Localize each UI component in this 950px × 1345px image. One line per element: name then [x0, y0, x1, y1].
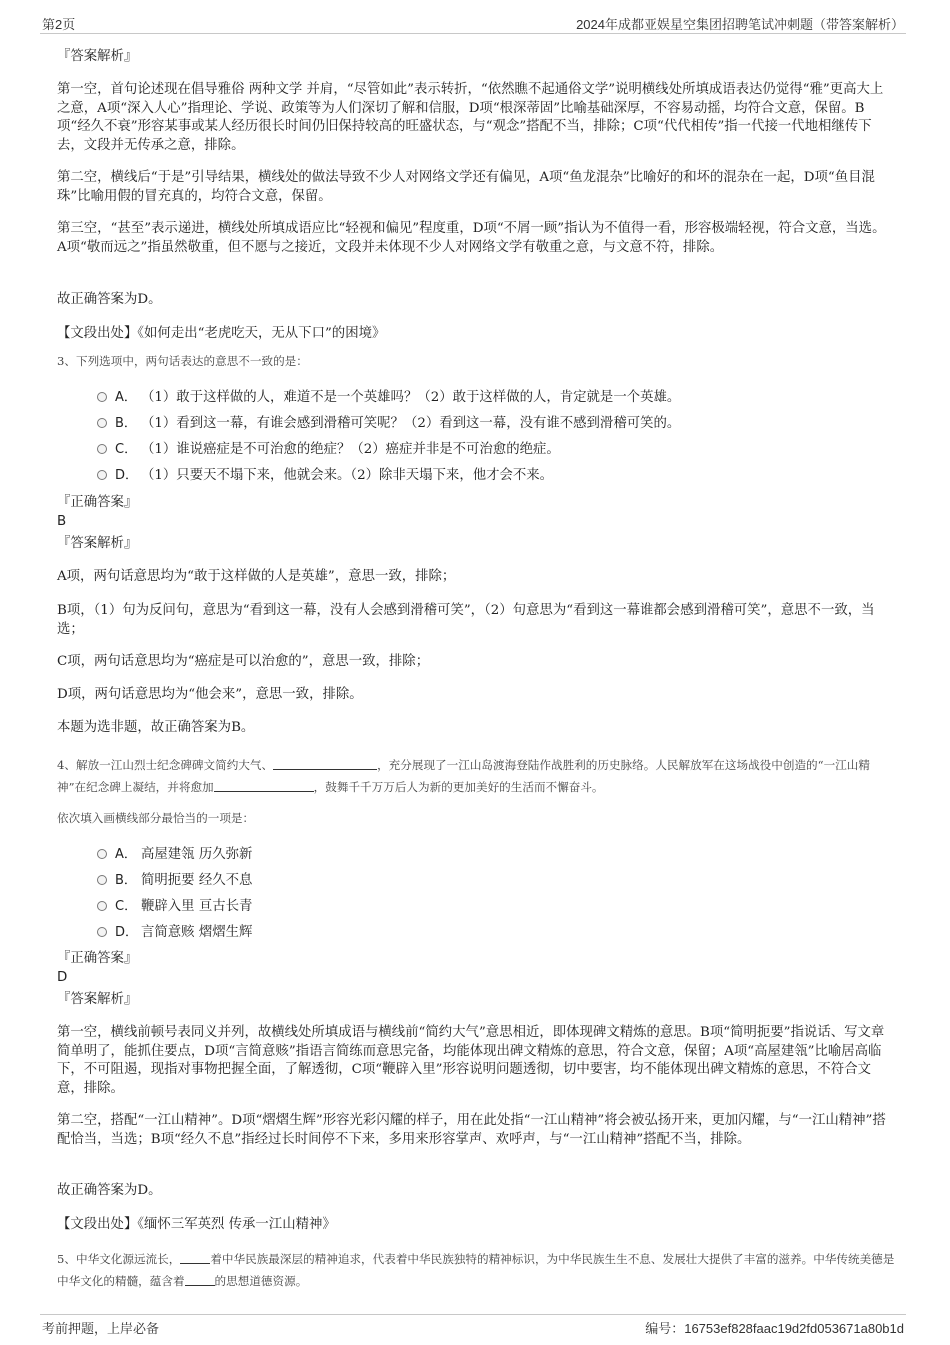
q3-conclusion: 本题为选非题，故正确答案为B。	[57, 720, 255, 735]
q3-option-d[interactable]: D． （1）只要天不塌下来，他就会来。（2）除非天塌下来，他才会不来。	[97, 467, 553, 485]
q2-source: 【文段出处】《如何走出“老虎吃天，无从下口”的困境》	[57, 326, 386, 341]
q3-option-b[interactable]: B． （1）看到这一幕，有谁会感到滑稽可笑呢？（2）看到这一幕，没有谁不感到滑稽可笑的。	[97, 415, 680, 433]
q3-option-c[interactable]: C． （1）谁说癌症是不可治愈的绝症？（2）癌症并非是不可治愈的绝症。	[97, 441, 560, 459]
q4-option-c[interactable]: C． 鞭辟入里 亘古长青	[97, 898, 252, 916]
radio-icon[interactable]	[97, 444, 107, 454]
q4-conclusion: 故正确答案为D。	[57, 1183, 162, 1198]
page-number: 第2页	[42, 17, 76, 32]
footer-slogan: 考前押题，上岸必备	[42, 1322, 160, 1337]
q4-option-b[interactable]: B． 简明扼要 经久不息	[97, 872, 252, 890]
radio-icon[interactable]	[97, 927, 107, 937]
radio-icon[interactable]	[97, 901, 107, 911]
q4-source: 【文段出处】《缅怀三军英烈 传承一江山精神》	[57, 1217, 336, 1232]
radio-icon[interactable]	[97, 849, 107, 859]
q4-analysis-para-2: 第二空，搭配“一江山精神”。D项“熠熠生辉”形容光彩闪耀的样子，用在此处指“一江山精神”将会被弘扬开来，更加闪耀，与“一江山精神”搭配恰当，当选；B项“经久不息”指经过长时间停不下来，多用来形容掌声、欢呼声，与“一江山精神”搭配不当，排除。	[57, 1113, 886, 1147]
q4-question: 4、解放一江山烈士纪念碑碑文简约大气、 ，充分展现了一江山岛渡海登陆作战胜利的历史脉络。人民解放军在这场战役中创造的“一江山精神”在纪念碑上凝结，并将愈加 ，鼓舞千千万万后人为新的更加美好的生活而不懈奋斗。	[57, 758, 870, 794]
q3-question: 3、下列选项中，两句话表达的意思不一致的是：	[57, 354, 308, 368]
q2-conclusion: 故正确答案为D。	[57, 292, 162, 307]
q3-analysis-d: D项，两句话意思均为“他会来”，意思一致，排除。	[57, 687, 363, 702]
q3-option-a[interactable]: A． （1）敢于这样做的人，难道不是一个英雄吗？（2）敢于这样做的人，肯定就是一个英雄。	[97, 389, 680, 407]
q2-analysis-para-3: 第三空，“甚至”表示递进，横线处所填成语应比“轻视和偏见”程度重，D项“不屑一顾”指认为不值得一看，形容极端轻视，符合文意，当选。A项“敬而远之”指虽然敬重，但不愿与之接近，文段并未体现不少人对网络文学有敬重之意，与文意不符，排除。	[57, 221, 886, 255]
page-header	[40, 12, 906, 34]
q5-blank-1	[180, 1251, 210, 1264]
q3-analysis-label: 『答案解析』	[57, 536, 138, 551]
q4-answer: D	[57, 970, 68, 985]
q5-question: 5、中华文化源远流长， 着中华民族最深层的精神追求，代表着中华民族独特的精神标识，为中华民族生生不息、发展壮大提供了丰富的滋养。中华传统美德是中华文化的精髓，蕴含着 的思想道德资源。	[57, 1252, 895, 1288]
q4-analysis-label: 『答案解析』	[57, 992, 138, 1007]
q4-blank-2	[214, 779, 314, 792]
q4-answer-label: 『正确答案』	[57, 951, 138, 966]
page-footer	[40, 1314, 906, 1337]
q3-analysis-b: B项，（1）句为反问句，意思为“看到这一幕，没有人会感到滑稽可笑”，（2）句意思为“看到这一幕谁都会感到滑稽可笑”，意思不一致，当选；	[57, 603, 875, 637]
q2-analysis-label: 『答案解析』	[57, 49, 138, 64]
q3-analysis-c: C项，两句话意思均为“癌症是可以治愈的”，意思一致，排除；	[57, 654, 430, 669]
document-id: 编号：16753ef828faac19d2fd053671a80b1d	[645, 1321, 904, 1336]
q3-analysis-a: A项，两句话意思均为“敢于这样做的人是英雄”，意思一致，排除；	[57, 569, 456, 584]
radio-icon[interactable]	[97, 392, 107, 402]
radio-icon[interactable]	[97, 875, 107, 885]
q4-blank-1	[273, 757, 377, 770]
q2-analysis-para-1: 第一空，首句论述现在倡导雅俗 两种文学 并肩，“尽管如此”表示转折，“依然瞧不起通俗文学”说明横线处所填成语表达仍觉得“雅”更高大上之意，A项“深入人心”指理论、学说、政策等为人们深切了解和信服，D项“根深蒂固”比喻基础深厚，不容易动摇，均符合文意，保留。B项“经久不衰”形容某事或某人经历很长时间仍旧保持较高的旺盛状态，与“观念”搭配不当，排除；C项“代代相传”指一代接一代地相继传下去，文段并无传承之意，排除。	[57, 82, 884, 154]
radio-icon[interactable]	[97, 470, 107, 480]
q4-option-d[interactable]: D． 言简意赅 熠熠生辉	[97, 924, 252, 942]
radio-icon[interactable]	[97, 418, 107, 428]
q4-analysis-para-1: 第一空，横线前顿号表同义并列，故横线处所填成语与横线前“简约大气”意思相近，即体现碑文精炼的意思。B项“简明扼要”指说话、写文章简单明了，能抓住要点，D项“言简意赅”指语言简练而意思完备，均能体现出碑文精炼的意思，符合文意，保留；A项“高屋建瓴”比喻居高临下，不可阻遏，现指对事物把握全面，了解透彻，C项“鞭辟入里”形容说明问题透彻，切中要害，均不能体现出碑文精炼的意思，不符合文意，排除。	[57, 1025, 885, 1097]
q2-analysis-para-2: 第二空，横线后“于是”引导结果，横线处的做法导致不少人对网络文学还有偏见，A项“鱼龙混杂”比喻好的和坏的混杂在一起，D项“鱼目混珠”比喻用假的冒充真的，均符合文意，保留。	[57, 170, 875, 204]
q5-blank-2	[185, 1273, 215, 1286]
q4-option-a[interactable]: A． 高屋建瓴 历久弥新	[97, 846, 252, 864]
q3-answer: B	[57, 514, 67, 529]
q4-instruction: 依次填入画横线部分最恰当的一项是：	[57, 811, 255, 825]
q3-answer-label: 『正确答案』	[57, 495, 138, 510]
document-title: 2024年成都亚娱星空集团招聘笔试冲刺题（带答案解析）	[576, 17, 904, 32]
